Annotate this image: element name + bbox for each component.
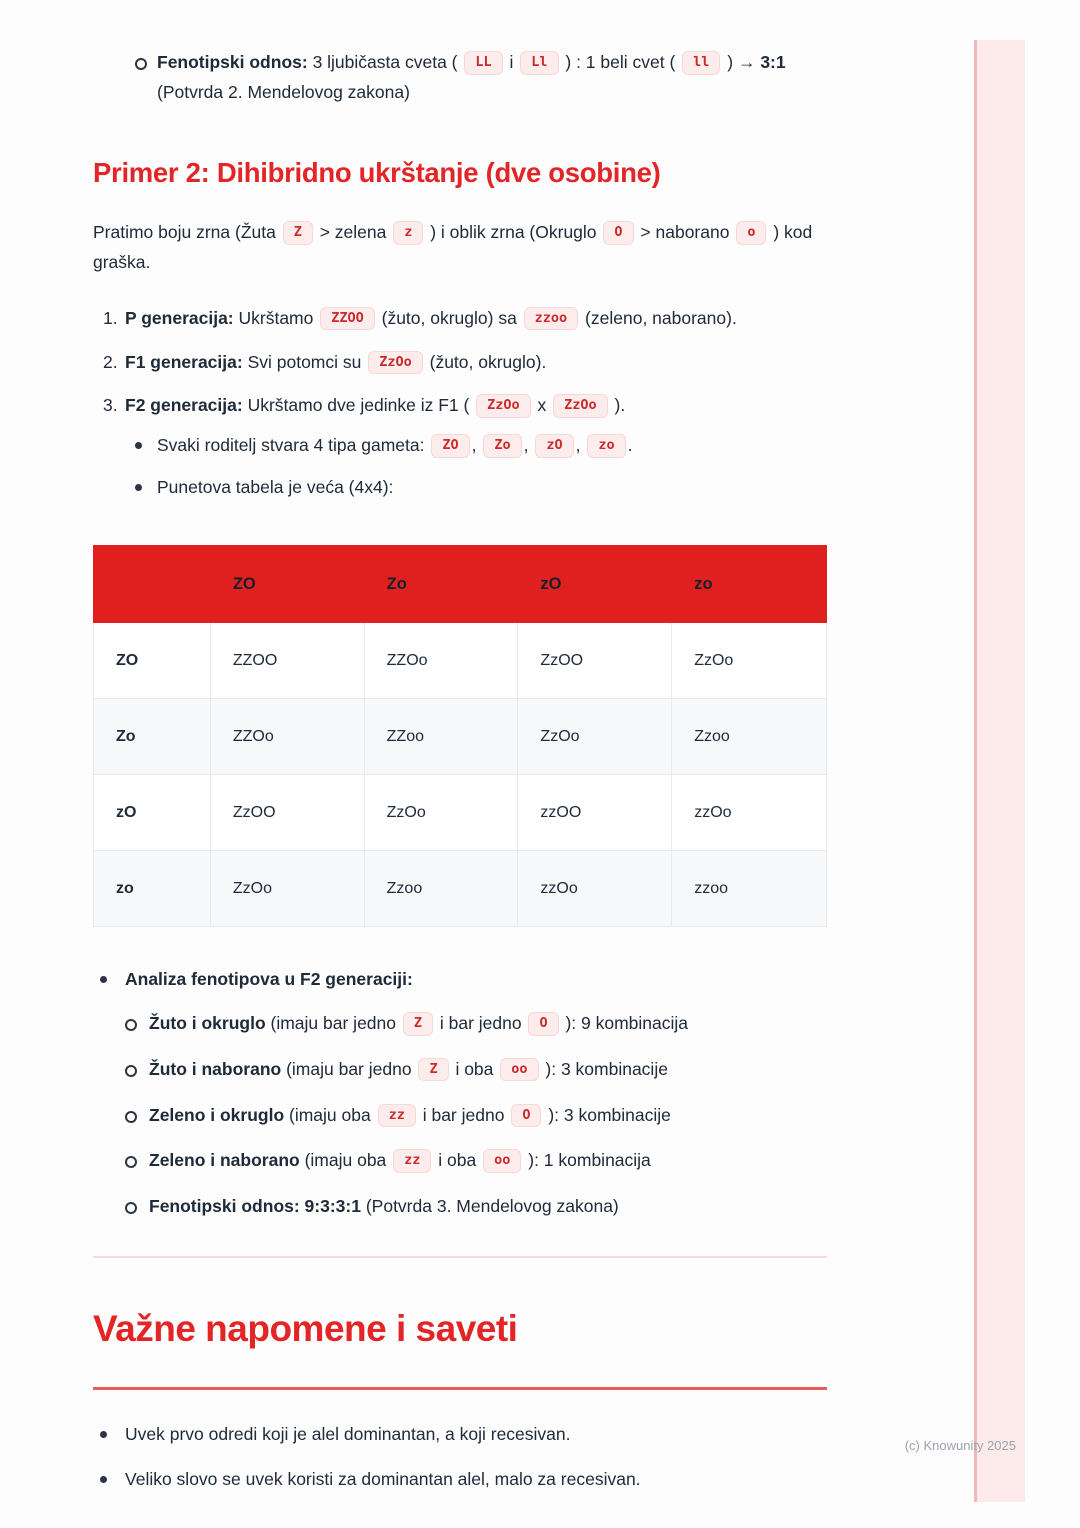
genotype-chip: zzoo — [524, 307, 579, 331]
circle-bullet-icon — [135, 58, 147, 70]
punnett-cell: ZZOo — [364, 622, 518, 698]
genotype-chip: o — [736, 221, 766, 245]
punnett-cell: ZZOo — [210, 698, 364, 774]
genotype-chip: zz — [393, 1149, 431, 1173]
page-heading-notes: Važne napomene i saveti — [93, 1307, 518, 1349]
text-segment: , — [471, 435, 482, 455]
text-segment: i oba — [450, 1058, 499, 1079]
bold-label: P generacija: — [125, 307, 234, 328]
punnett-cell: zzOo — [672, 774, 827, 850]
genotype-chip: Z — [403, 1012, 433, 1036]
text-segment: (imaju bar jedno — [265, 1013, 401, 1034]
bold-label: Žuto i okruglo — [149, 1013, 266, 1034]
genotype-chip: zz — [378, 1104, 416, 1128]
document-page — [93, 48, 827, 1511]
punnett-col-header: ZO — [210, 545, 364, 622]
text-segment: (zeleno, naborano). — [580, 307, 737, 328]
list-item-text — [125, 391, 827, 514]
genotype-chip: ZzOo — [476, 394, 531, 418]
genotype-chip: Zo — [483, 434, 521, 458]
section-heading-primer2: Primer 2: Dihibridno ukrštanje (dve osobine) — [93, 156, 661, 188]
text-segment: (žuto, okruglo) sa — [376, 307, 522, 328]
text-segment: Svaki roditelj stvara 4 tipa gameta: — [157, 435, 430, 455]
text-segment: (imaju oba — [284, 1104, 376, 1125]
bold-label: Zeleno i okruglo — [149, 1104, 285, 1125]
section-divider — [93, 1256, 827, 1258]
disc-bullet-icon — [100, 1476, 107, 1483]
punnett-cell: zzoo — [672, 851, 827, 927]
punnett-col-header: Zo — [364, 545, 518, 622]
text-segment: ): 3 kombinacije — [543, 1104, 671, 1125]
analysis-section — [93, 965, 827, 1222]
disc-bullet-icon — [100, 1431, 107, 1438]
punnett-row — [94, 622, 827, 698]
text-segment: i oba — [433, 1150, 482, 1171]
genotype-chip: oo — [483, 1149, 521, 1173]
genotype-chip: LL — [464, 51, 502, 75]
circle-bullet-icon — [125, 1019, 137, 1031]
punnett-col-header: zo — [672, 545, 827, 622]
circle-bullet-icon — [125, 1202, 137, 1214]
text-segment: ): 1 kombinacija — [523, 1150, 651, 1171]
text-segment: (žuto, okruglo). — [424, 351, 547, 372]
punnett-table — [93, 545, 827, 928]
genotype-chip: ZzOo — [553, 394, 608, 418]
analysis-title: Analiza fenotipova u F2 generaciji: — [125, 969, 413, 990]
punnett-cell: ZzOo — [518, 698, 672, 774]
punnett-cell: Zzoo — [672, 698, 827, 774]
text-segment: Svi potomci su — [242, 351, 367, 372]
numbered-item-f2-generation — [93, 391, 827, 514]
text-segment: Ukrštamo — [233, 307, 319, 328]
text-segment: ) → — [722, 52, 761, 72]
text-segment: x — [532, 395, 552, 416]
genotype-chip: Z — [283, 221, 313, 245]
genotype-chip: ZO — [431, 434, 469, 458]
text-segment: ) : 1 beli cvet ( — [560, 52, 681, 72]
circle-bullet-icon — [125, 1065, 137, 1077]
text-segment: ) i oblik zrna (Okruglo — [425, 222, 602, 243]
text-segment: > zelena — [314, 222, 392, 243]
intro-paragraph — [93, 218, 827, 278]
circle-bullet-icon — [125, 1156, 137, 1168]
genotype-chip: zo — [587, 434, 625, 458]
bold-label: Žuto i naborano — [149, 1058, 282, 1079]
text-segment: (Potvrda 3. Mendelovog zakona) — [360, 1196, 619, 1217]
punnett-cell: ZzOo — [672, 622, 827, 698]
punnett-row — [94, 851, 827, 927]
numbered-item-p-generation — [93, 304, 827, 334]
list-number: 1. — [103, 307, 118, 328]
bold-label: Fenotipski odnos: — [157, 52, 308, 72]
note-item — [93, 1420, 827, 1450]
genotype-chip: zO — [535, 434, 573, 458]
list-item-text — [157, 431, 827, 461]
generation-steps-list — [93, 304, 827, 515]
genotype-chip: O — [528, 1012, 558, 1036]
bold-label: Fenotipski odnos: 9:3:3:1 — [149, 1196, 361, 1217]
punnett-row-header: Zo — [94, 698, 211, 774]
list-item-text — [149, 1192, 827, 1222]
text-segment: ): 3 kombinacije — [540, 1058, 668, 1079]
list-item-text — [149, 1146, 827, 1176]
text-segment: 3 ljubičasta cveta ( — [307, 52, 463, 72]
text-segment: Ukrštamo dve jedinke iz F1 ( — [242, 395, 475, 416]
note-item — [93, 1465, 827, 1495]
text-segment: Pratimo boju zrna (Žuta — [93, 222, 281, 243]
list-item-text — [125, 348, 827, 378]
bold-label: F1 generacija: — [125, 351, 243, 372]
text-segment: i — [504, 52, 519, 72]
text-segment: (imaju oba — [299, 1150, 392, 1171]
punnett-cell: ZzOo — [210, 851, 364, 927]
list-item-phenotype-ratio — [135, 48, 827, 108]
text-segment: (imaju bar jedno — [281, 1058, 417, 1079]
punnett-cell: ZzOO — [210, 774, 364, 850]
genotype-chip: ZzOo — [368, 351, 423, 375]
text-segment: . — [627, 435, 633, 455]
text-segment: ): 9 kombinacija — [560, 1013, 689, 1034]
analysis-item-ratio — [125, 1192, 827, 1222]
disc-bullet-icon — [100, 976, 107, 983]
genotype-chip: O — [511, 1104, 541, 1128]
punnett-row-header: zo — [94, 851, 211, 927]
punnett-header-row — [94, 545, 827, 622]
disc-bullet-icon — [135, 442, 142, 449]
list-item-text — [149, 1055, 827, 1085]
disc-bullet-icon — [135, 484, 142, 491]
punnett-cell: zzOO — [518, 774, 672, 850]
punnett-cell: ZzOo — [364, 774, 518, 850]
genotype-chip: oo — [500, 1058, 538, 1082]
punnett-corner-cell — [94, 545, 211, 622]
genotype-chip: ZZOO — [320, 307, 375, 331]
punnett-row — [94, 698, 827, 774]
text-segment: , — [575, 435, 586, 455]
list-number: 3. — [103, 395, 118, 416]
punnett-cell: ZZOO — [210, 622, 364, 698]
list-item-gametes — [135, 431, 827, 461]
list-item-text: Uvek prvo odredi koji je alel dominantan, a koji recesivan. — [125, 1423, 571, 1444]
punnett-row-header: ZO — [94, 622, 211, 698]
bold-label: F2 generacija: — [125, 395, 243, 416]
genotype-chip: Z — [418, 1058, 448, 1082]
list-item-text — [125, 304, 827, 334]
f2-sub-list — [125, 431, 827, 503]
analysis-item-yellow-wrinkled — [125, 1055, 827, 1085]
analysis-item-green-wrinkled — [125, 1146, 827, 1176]
copyright-watermark: (c) Knowunity 2025 — [904, 1438, 1016, 1453]
list-item-text: Veliko slovo se uvek koristi za dominantan alel, malo za recesivan. — [125, 1469, 641, 1490]
genotype-chip: Ll — [520, 51, 558, 75]
notes-list — [93, 1420, 827, 1496]
list-item-text — [149, 1101, 827, 1131]
analysis-sub-list — [125, 1009, 827, 1222]
punnett-cell: zzOo — [518, 851, 672, 927]
list-item-punnett-note — [135, 473, 827, 503]
punnett-row — [94, 774, 827, 850]
bold-label: Zeleno i naborano — [149, 1150, 300, 1171]
text-segment: , — [523, 435, 534, 455]
punnett-cell: Zzoo — [364, 851, 518, 927]
punnett-cell: ZZoo — [364, 698, 518, 774]
numbered-item-f1-generation — [93, 348, 827, 378]
list-item-text — [149, 1009, 827, 1039]
list-item-text: Punetova tabela je veća (4x4): — [157, 476, 394, 497]
genotype-chip: z — [393, 221, 423, 245]
genotype-chip: O — [603, 221, 633, 245]
punnett-cell: ZzOO — [518, 622, 672, 698]
analysis-title-item — [93, 965, 827, 995]
text-segment: > naborano — [635, 222, 735, 243]
analysis-item-green-round — [125, 1101, 827, 1131]
punnett-row-header: zO — [94, 774, 211, 850]
list-number: 2. — [103, 351, 118, 372]
punnett-col-header: zO — [518, 545, 672, 622]
analysis-item-yellow-round — [125, 1009, 827, 1039]
text-segment: (Potvrda 2. Mendelovog zakona) — [157, 81, 410, 102]
circle-bullet-icon — [125, 1111, 137, 1123]
heading-underline — [93, 1387, 827, 1390]
list-item-text — [157, 48, 827, 108]
genotype-chip: ll — [682, 51, 720, 75]
page-edge-strip — [974, 40, 1025, 1502]
text-segment: i bar jedno — [417, 1104, 510, 1125]
bold-label: 3:1 — [760, 52, 786, 72]
text-segment: ) kod graška. — [93, 222, 813, 272]
text-segment: ). — [609, 395, 626, 416]
text-segment: i bar jedno — [435, 1013, 527, 1034]
